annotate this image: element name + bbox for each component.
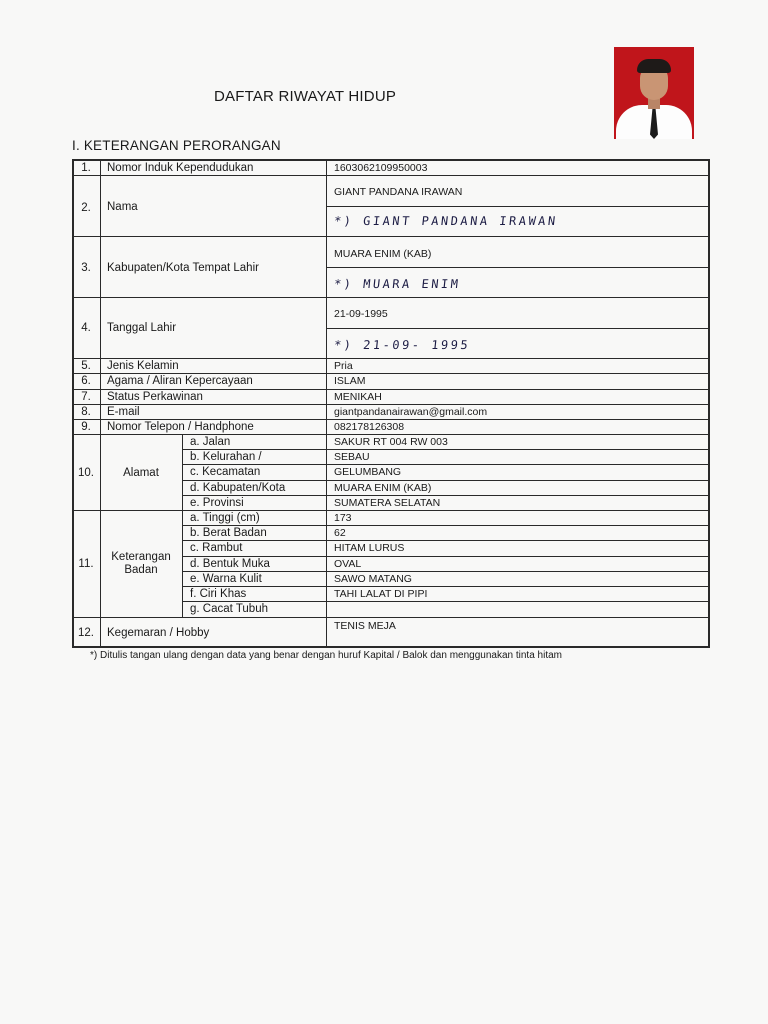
birthplace-label: Kabupaten/Kota Tempat Lahir: [107, 262, 259, 274]
hobby-label: Kegemaran / Hobby: [107, 627, 210, 639]
hair-value: HITAM LURUS: [334, 542, 405, 554]
weight-label: b. Berat Badan: [190, 527, 267, 539]
row-number: 7.: [81, 391, 91, 403]
address-kecamatan-value: GELUMBANG: [334, 466, 402, 478]
address-street-label: a. Jalan: [190, 436, 231, 448]
height-value: 173: [334, 512, 352, 524]
email-value: giantpandanairawan@gmail.com: [334, 406, 488, 418]
address-kabupaten-value: MUARA ENIM (KAB): [334, 482, 432, 494]
marital-status-value: MENIKAH: [334, 391, 382, 403]
row-number: 3.: [81, 262, 91, 274]
name-handwritten: *) GIANT PANDANA IRAWAN: [333, 214, 559, 228]
distinctive-mark-value: TAHI LALAT DI PIPI: [334, 588, 428, 600]
phone-label: Nomor Telepon / Handphone: [107, 421, 254, 433]
face-shape-value: OVAL: [334, 558, 362, 570]
nik-value: 1603062109950003: [334, 162, 428, 174]
nik-label: Nomor Induk Kependudukan: [107, 162, 254, 174]
skin-color-value: SAWO MATANG: [334, 573, 412, 585]
marital-status-label: Status Perkawinan: [107, 391, 203, 403]
row-number: 12.: [78, 627, 94, 639]
address-province-value: SUMATERA SELATAN: [334, 497, 441, 509]
religion-value: ISLAM: [334, 375, 366, 387]
height-label: a. Tinggi (cm): [190, 512, 260, 524]
gender-label: Jenis Kelamin: [107, 360, 179, 372]
footnote: *) Ditulis tangan ulang dengan data yang benar dengan huruf Kapital / Balok dan menggunakan tinta hitam: [90, 650, 563, 661]
row-number: 10.: [78, 467, 94, 479]
birthdate-label: Tanggal Lahir: [107, 322, 177, 334]
address-street-value: SAKUR RT 004 RW 003: [334, 436, 448, 448]
birthplace-handwritten: *) MUARA ENIM: [333, 277, 462, 291]
birthplace-value: MUARA ENIM (KAB): [334, 248, 432, 260]
body-info-label: Keterangan: [111, 551, 171, 563]
gender-value: Pria: [334, 360, 353, 372]
address-kabupaten-label: d. Kabupaten/Kota: [190, 482, 286, 494]
profile-photo: [614, 47, 694, 139]
row-number: 5.: [81, 360, 91, 372]
address-kelurahan-label: b. Kelurahan /: [190, 451, 262, 463]
weight-value: 62: [334, 527, 346, 539]
disability-label: g. Cacat Tubuh: [190, 603, 268, 615]
document-title: DAFTAR RIWAYAT HIDUP: [214, 88, 397, 105]
email-label: E-mail: [107, 406, 140, 418]
name-label: Nama: [107, 201, 138, 213]
birthdate-value: 21-09-1995: [334, 308, 388, 320]
row-number: 4.: [81, 322, 91, 334]
row-number: 9.: [81, 421, 91, 433]
name-value: GIANT PANDANA IRAWAN: [334, 186, 463, 198]
phone-value: 082178126308: [334, 421, 405, 433]
section-heading: I. KETERANGAN PERORANGAN: [72, 138, 281, 153]
row-number: 8.: [81, 406, 91, 418]
skin-color-label: e. Warna Kulit: [190, 573, 262, 585]
face-shape-label: d. Bentuk Muka: [190, 558, 270, 570]
row-number: 1.: [81, 162, 91, 174]
address-province-label: e. Provinsi: [190, 497, 244, 509]
row-number: 2.: [81, 202, 91, 214]
hair-label: c. Rambut: [190, 542, 243, 554]
hobby-value: TENIS MEJA: [334, 620, 396, 632]
row-number: 11.: [78, 558, 94, 570]
distinctive-mark-label: f. Ciri Khas: [190, 588, 247, 600]
religion-label: Agama / Aliran Kepercayaan: [107, 375, 253, 387]
row-number: 6.: [81, 375, 91, 387]
address-kelurahan-value: SEBAU: [334, 451, 370, 463]
address-label: Alamat: [123, 467, 159, 479]
address-kecamatan-label: c. Kecamatan: [190, 466, 261, 478]
body-info-label-2: Badan: [124, 564, 158, 576]
birthdate-handwritten: *) 21-09- 1995: [333, 338, 471, 352]
